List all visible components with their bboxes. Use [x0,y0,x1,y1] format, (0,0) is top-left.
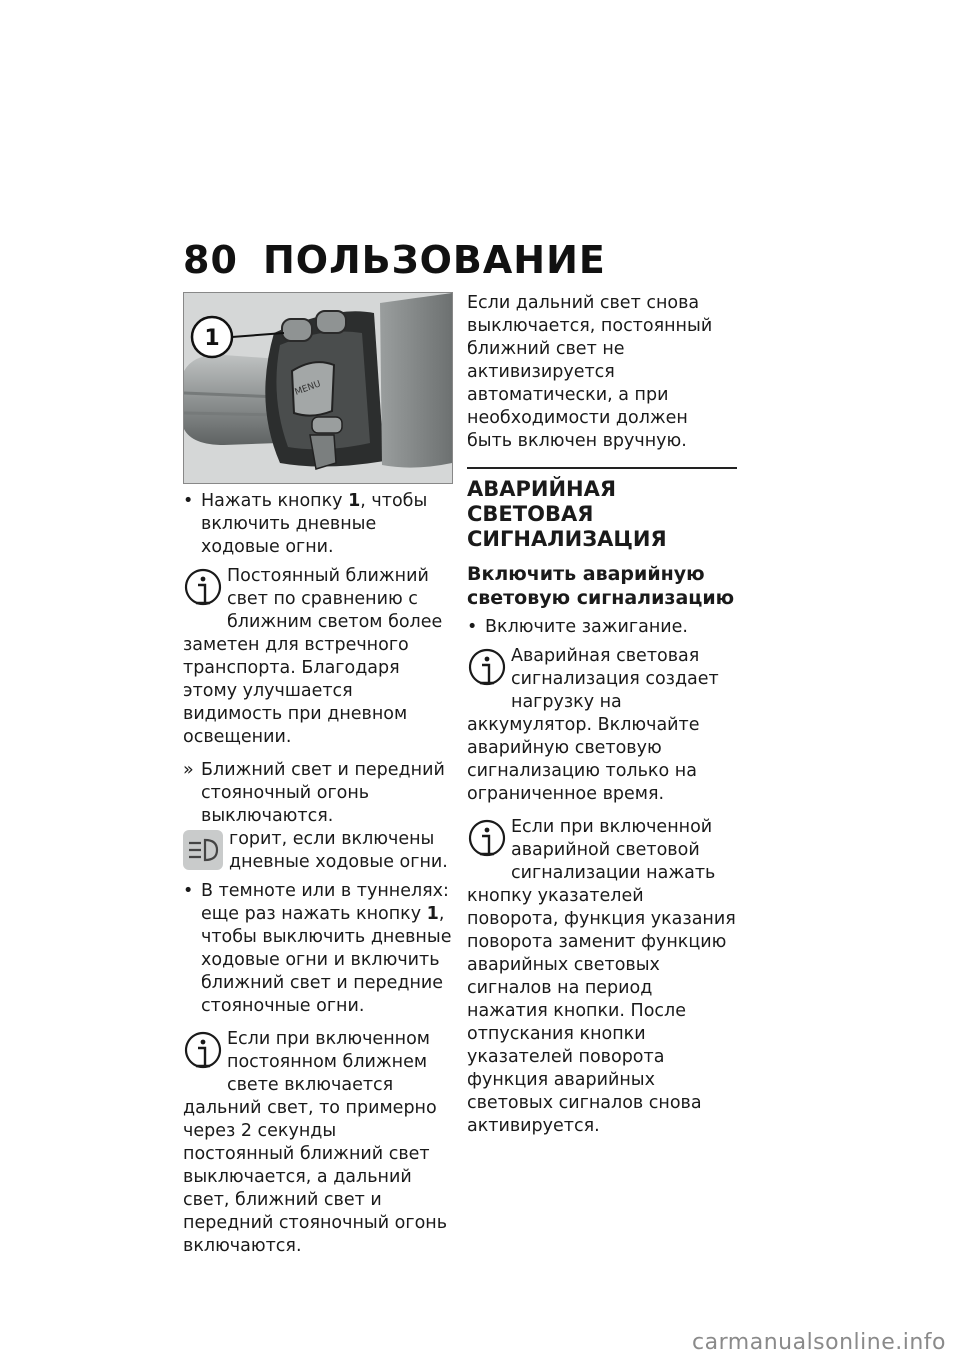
info-icon [183,1030,223,1076]
handlebar-drawing [184,293,452,483]
info-note-drl-visibility: Постоянный ближний свет по сравнению с ближним светом более заметен для встречного транспорта. Благодаря этому улучшается видимость при дневном освещении. [183,566,443,747]
daytime-running-light-icon [183,830,223,870]
step-turn-on-drl: • Нажать кнопку 1, чтобы включить дневные ходовые огни. [183,491,428,557]
menu-button-label: MENU [293,379,323,398]
info-note-high-beam: Если при включенном постоянном ближнем свете включается дальний свет, то примерно через 2 секунды постоянный ближний свет выключается, а дальний свет, ближний свет и передний стояночный огонь включаются. [183,1029,448,1256]
drl-indicator-note: горит, если включены дневные ходовые огни. [183,828,453,874]
bullet-mark: • [183,881,194,901]
watermark: carmanualsonline.info [692,1330,946,1355]
page-header [183,238,606,282]
bullet-mark: • [467,617,478,637]
info-icon [467,647,507,693]
result-low-beam-off: » Ближний свет и передний стояночный огонь выключаются. [183,760,445,826]
info-icon [183,567,223,613]
handlebar-switch-illustration [183,292,453,484]
step-tunnel-low-beam: • В темноте или в туннелях: еще раз нажать кнопку 1, чтобы выключить дневные ходовые огни и включить ближний свет и передние стояночные огни. [183,881,452,1016]
info-note-battery-load: Аварийная световая сигнализация создает нагрузку на аккумулятор. Включайте аварийную световую сигнализацию только на ограниченное время. [467,646,719,804]
bullet-mark: • [183,491,194,511]
result-mark: » [183,760,194,780]
subsection-title-enable-hazard: Включить аварийную световую сигнализацию [467,563,735,609]
callout-number: 1 [204,326,220,351]
info-note-turn-signal-override: Если при включенной аварийной световой сигнализации нажать кнопку указателей поворота, функция указания поворота заменит функцию аварийных световых сигналов на период нажатия кнопки. После отпускания кнопки указателей поворота функция аварийных световых сигналов снова активируется. [467,817,736,1136]
info-icon [467,818,507,864]
step-ignition-on: • Включите зажигание. [467,617,688,637]
page-number: 80 [183,238,238,282]
left-column [183,292,453,1258]
high-beam-off-paragraph: Если дальний свет снова выключается, постоянный ближний свет не активизируется автоматически, а при необходимости должен быть включен вручную. [467,293,713,451]
section-title-hazard-lights: АВАРИЙНАЯ СВЕТОВАЯ СИГНАЛИЗАЦИЯ [467,467,737,552]
right-column [467,292,737,1138]
page-title: ПОЛЬЗОВАНИЕ [263,238,606,282]
